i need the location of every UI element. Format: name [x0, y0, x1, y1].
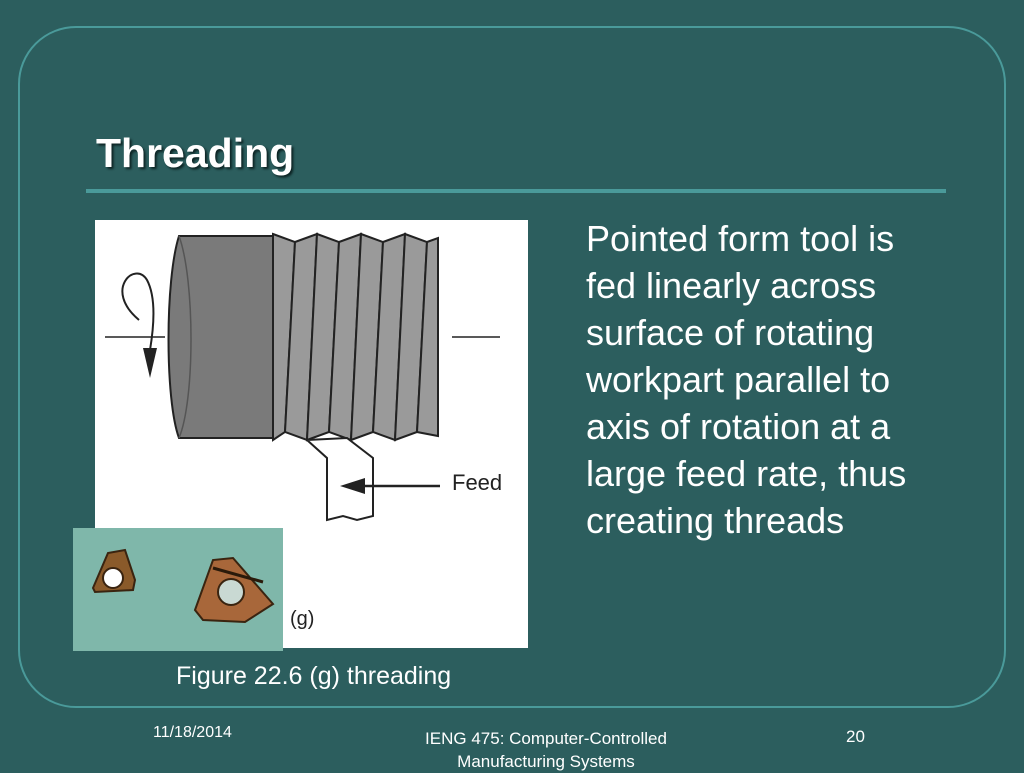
- figure-tag: (g): [290, 608, 315, 630]
- page-number: 20: [846, 727, 865, 746]
- inserts-image: [73, 528, 283, 651]
- threading-inserts-photo: [73, 528, 283, 651]
- title-underline: [86, 189, 946, 193]
- footer-course: IENG 475: Computer-Controlled Manufacturing Systems: [425, 729, 667, 771]
- slide-body-text: Pointed form tool is fed linearly across surface of rotating workpart parallel to axis of rotation at a large feed rate, thus creating threads: [586, 218, 907, 541]
- slide-title: Threading: [96, 130, 295, 176]
- figure-caption: Figure 22.6 (g) threading: [176, 662, 452, 690]
- feed-label: Feed: [452, 470, 503, 495]
- footer-date: 11/18/2014: [153, 724, 232, 741]
